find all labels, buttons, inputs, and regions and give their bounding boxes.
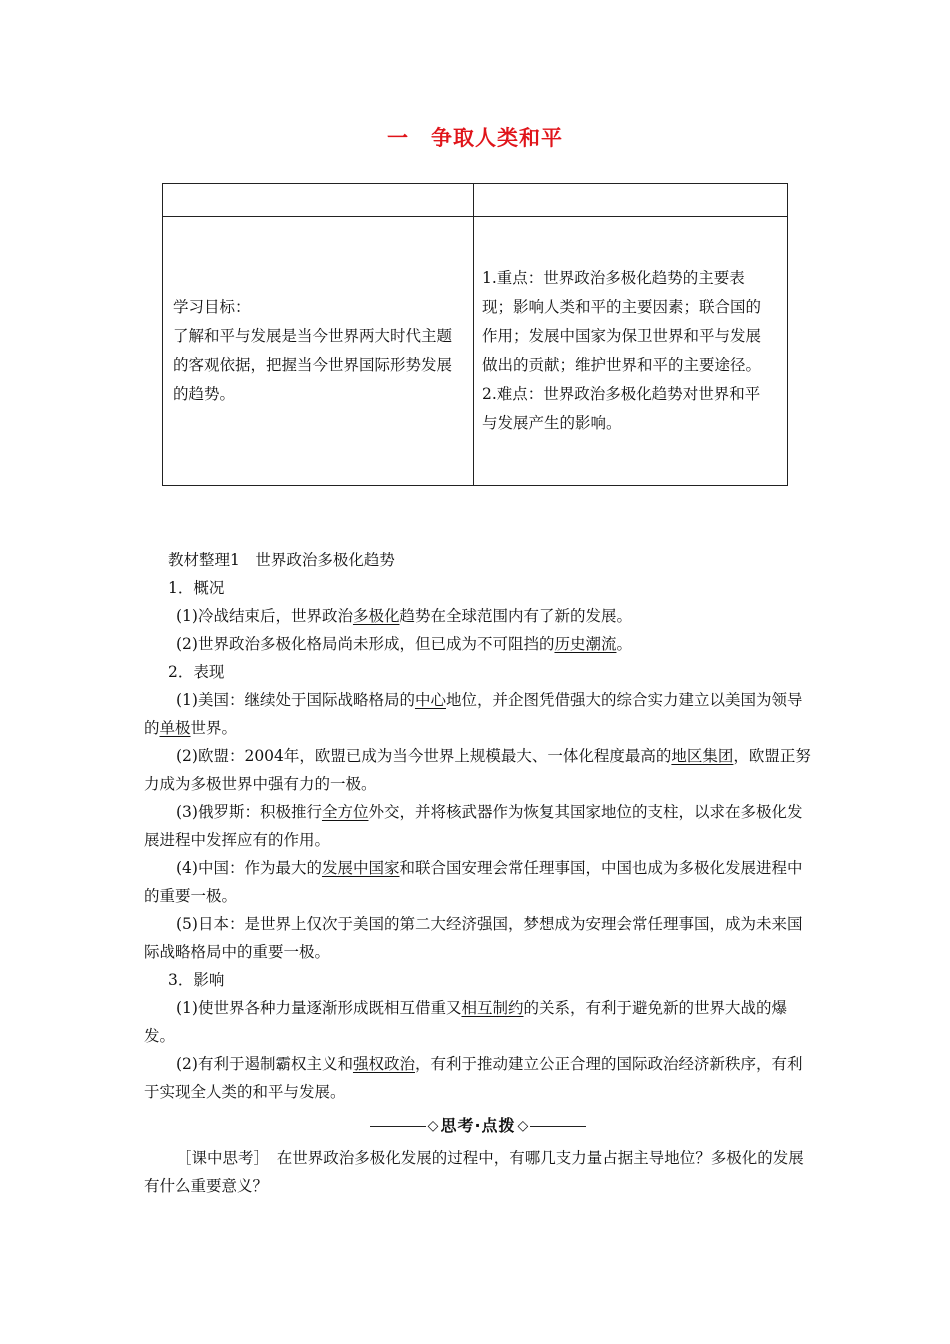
text-run: (4)中国：作为最大的 [176,859,322,877]
underlined-answer: 强权政治 [352,1055,415,1073]
text-run: 趋势在全球范围内有了新的发展。 [399,607,632,625]
learning-goals-table [162,183,788,486]
subheading-impact: 3．影响 [168,971,225,989]
text-run: (2)有利于遏制霸权主义和 [176,1055,353,1073]
page-title [0,122,950,152]
text-run: (3)俄罗斯：积极推行 [176,803,322,821]
key-points-cell [474,217,788,486]
subheading-overview: 1．概况 [168,579,225,597]
underlined-answer: 全方位 [321,803,369,821]
divider-label: 思考·点拨 [440,1116,516,1135]
paragraph [144,686,812,742]
text-run: (1)冷战结束后，世界政治 [176,607,353,625]
think-tag: ［课中思考］ [176,1149,262,1167]
text-run: 。 [616,635,632,653]
text-run: 外交，并将核武器作为恢复其国家地位的支柱，以求在多极化发展进程中发挥应有的作用。 [144,803,803,849]
section-divider [144,1112,812,1140]
underlined-answer: 单极 [159,719,191,737]
diamond-icon: ◇ [427,1118,439,1134]
section-heading: 教材整理1 世界政治多极化趋势 [168,551,395,569]
underlined-answer: 历史潮流 [554,635,617,653]
underlined-answer: 发展中国家 [321,859,400,877]
diamond-icon: ◇ [517,1118,529,1134]
text-run: ，欧盟正努力成为多极世界中强有力的一极。 [144,747,811,793]
paragraph [144,1050,812,1106]
paragraph [144,854,812,910]
learning-goals-heading: 学习目标： [173,298,251,316]
underlined-answer: 相互制约 [461,999,524,1017]
text-run: 地位，并企图凭借强大的综合实力建立以美国为领导的 [144,691,803,737]
text-run: (1)美国：继续处于国际战略格局的 [176,691,415,709]
textbook-section [144,546,812,1200]
table-row [163,217,788,486]
subheading-manifestation: 2．表现 [168,663,225,681]
text-run: ，有利于推动建立公正合理的国际政治经济新秩序，有利于实现全人类的和平与发展。 [144,1055,803,1101]
paragraph [144,742,812,798]
difficult-point-item: 2.难点：世界政治多极化趋势对世界和平与发展产生的影响。 [482,385,761,432]
title-number: 一 [387,126,409,150]
header-cell-left [163,184,474,217]
underlined-answer: 地区集团 [671,747,734,765]
learning-goals-cell [163,217,474,486]
text-run: (2)欧盟：2004年，欧盟已成为当今世界上规模最大、一体化程度最高的 [176,747,672,765]
paragraph [144,630,812,658]
text-run: 世界。 [190,719,238,737]
text-run: (1)使世界各种力量逐渐形成既相互借重又 [176,999,462,1017]
learning-goals-body: 了解和平与发展是当今世界两大时代主题的客观依据，把握当今世界国际形势发展的趋势。 [173,327,453,403]
think-question [144,1144,812,1200]
title-text: 争取人类和平 [431,126,563,150]
paragraph: (5)日本：是世界上仅次于美国的第二大经济强国，梦想成为安理会常任理事国，成为未来国际战略格局中的重要一极。 [144,915,803,961]
key-point-item: 1.重点：世界政治多极化趋势的主要表现；影响人类和平的主要因素；联合国的作用；发展中国家为保卫世界和平与发展做出的贡献；维护世界和平的主要途径。 [482,269,762,374]
text-run: (2)世界政治多极化格局尚未形成，但已成为不可阻挡的 [176,635,555,653]
divider-line [530,1126,586,1127]
text-run: 的关系，有利于避免新的世界大战的爆发。 [144,999,787,1045]
paragraph [144,602,812,630]
paragraph [144,994,812,1050]
divider-line [370,1126,426,1127]
text-run: 和联合国安理会常任理事国，中国也成为多极化发展进程中的重要一极。 [144,859,803,905]
paragraph [144,798,812,854]
underlined-answer: 中心 [414,691,446,709]
underlined-answer: 多极化 [352,607,400,625]
header-cell-right [474,184,788,217]
think-text: 在世界政治多极化发展的过程中，有哪几支力量占据主导地位？多极化的发展有什么重要意义？ [144,1149,804,1195]
table-header-row [163,184,788,217]
